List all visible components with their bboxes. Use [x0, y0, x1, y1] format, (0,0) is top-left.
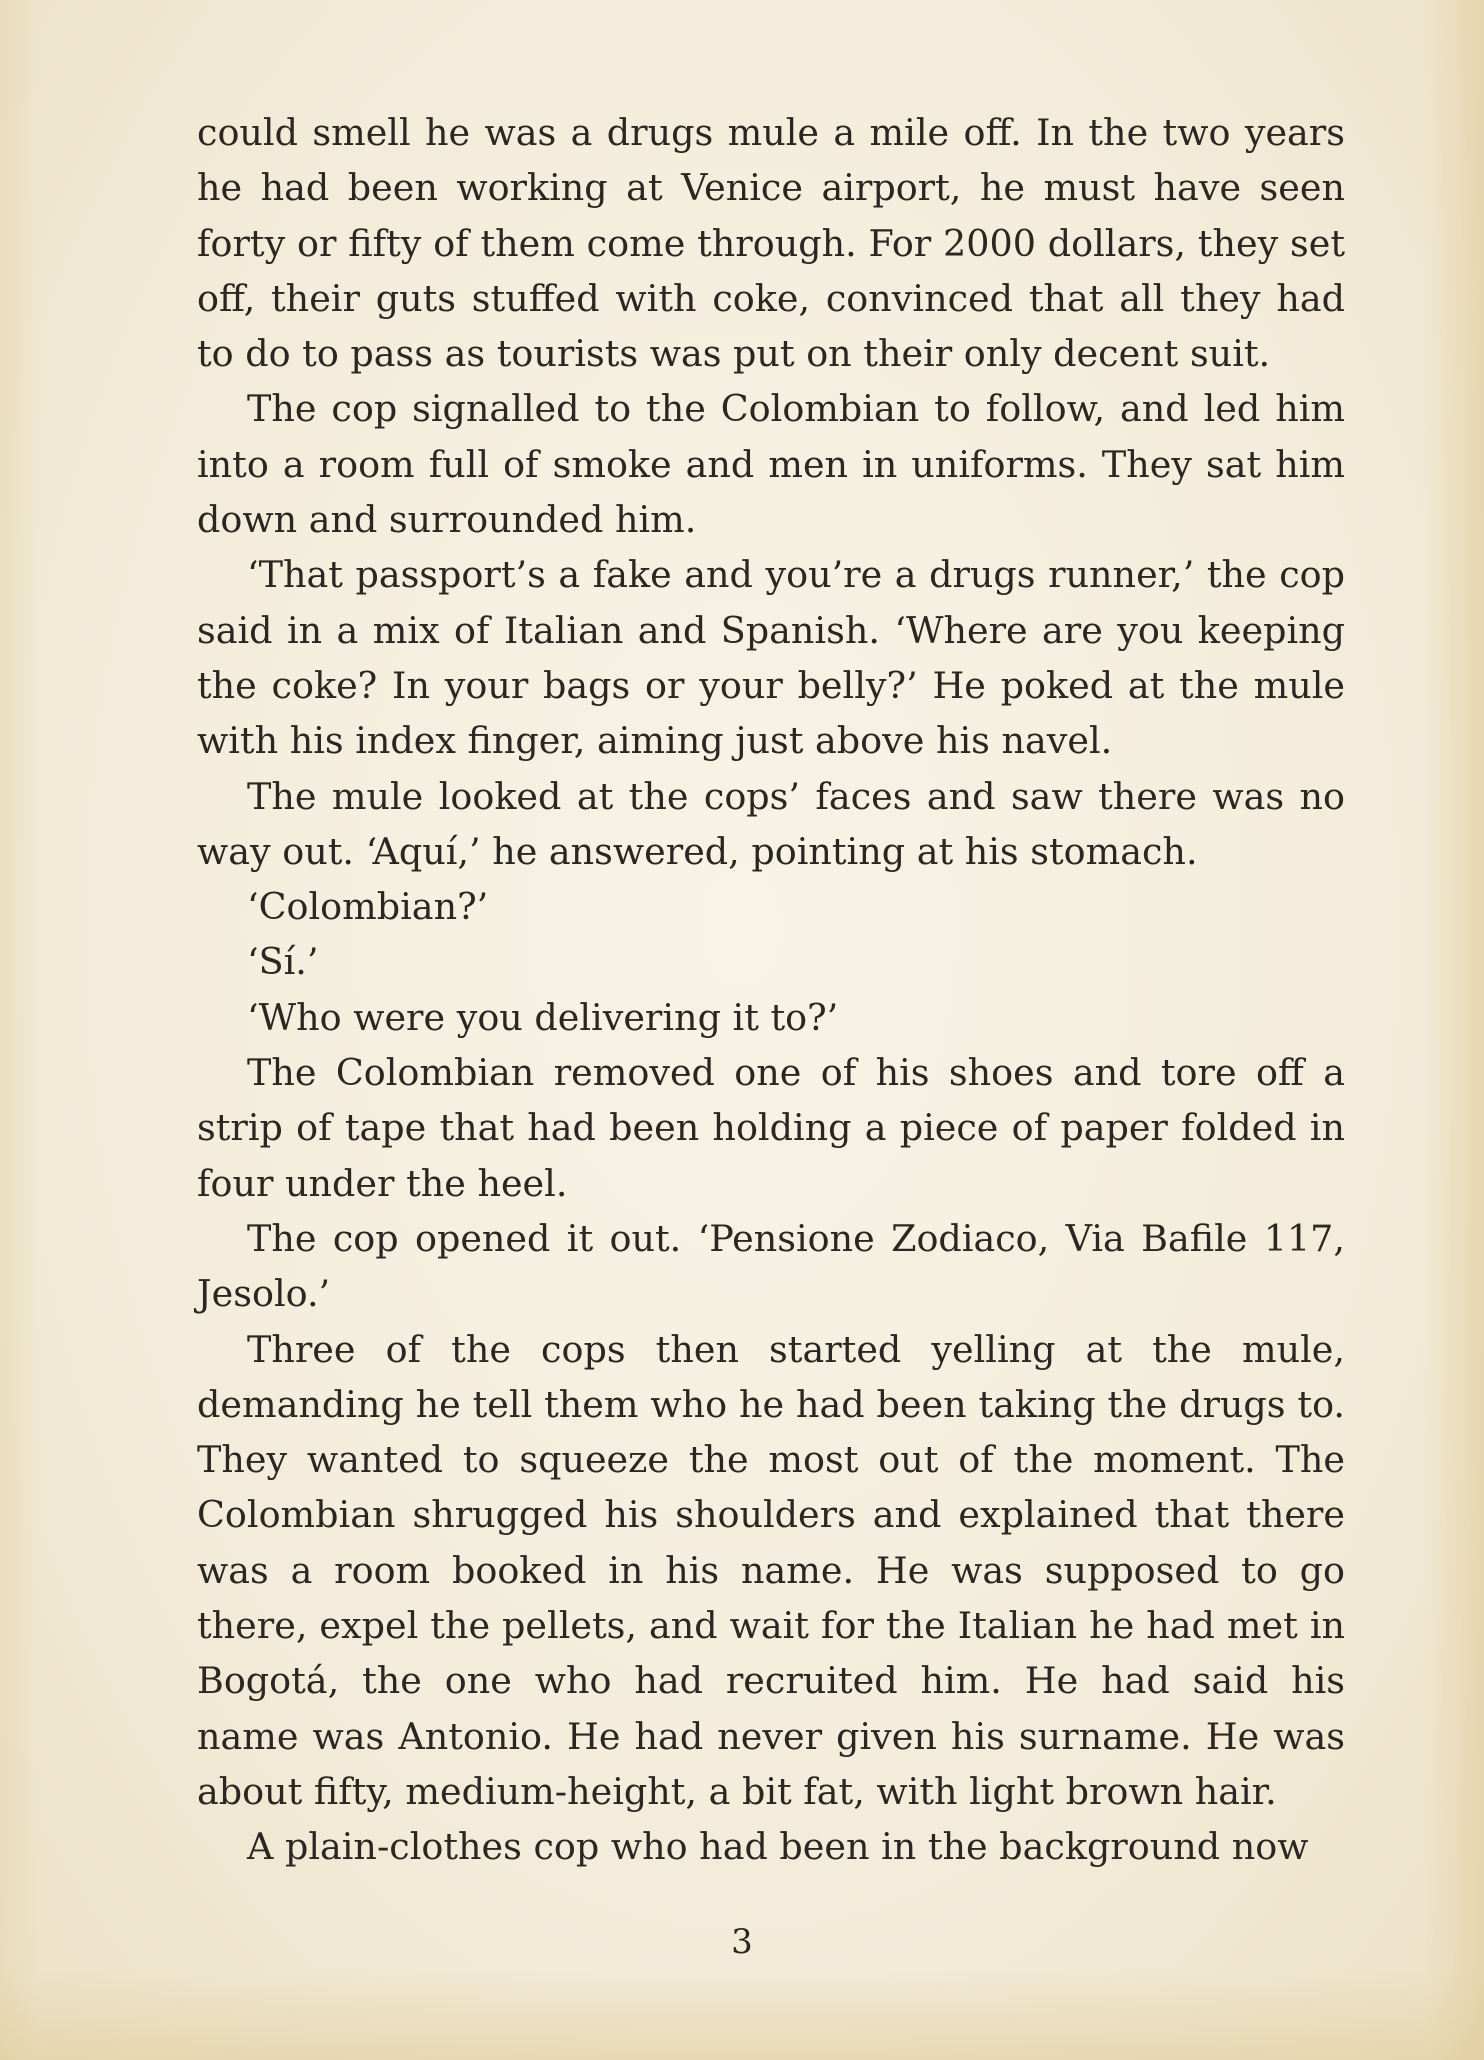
paragraph: could smell he was a drugs mule a mile off. In the two years he had been working at Venice airport, he must have seen forty or fifty of them come through. For 2000 dollars, they set off, their guts stuffed with coke, convinced that all they had to do to pass as tourists was put on their only decent suit. [197, 111, 1345, 376]
page-number: 3 [731, 1922, 753, 1962]
paragraph: The Colombian removed one of his shoes and tore off a strip of tape that had been holding a piece of paper folded in four under the heel. [197, 1051, 1345, 1205]
page-edge-shadow-right [1424, 0, 1484, 2060]
paragraph: The cop signalled to the Colombian to follow, and led him into a room full of smoke and men in uniforms. They sat him down and surrounded him. [197, 387, 1345, 542]
paragraph: ‘That passport’s a fake and you’re a drugs runner,’ the cop said in a mix of Italian and Spanish. ‘Where are you keeping the coke? In your bags or your belly?’ He poked at the mule with his index finger, aiming just above his navel. [197, 553, 1345, 763]
paragraph: The mule looked at the cops’ faces and saw there was no way out. ‘Aquí,’ he answered, pointing at his stomach. [197, 774, 1345, 873]
paragraph: ‘Who were you delivering it to?’ [247, 995, 839, 1039]
page-edge-shadow-bottom [0, 1970, 1484, 2060]
paragraph: Three of the cops then started yelling at the mule, demanding he tell them who he had been taking the drugs to. They wanted to squeeze the most out of the moment. The Colombian shrugged his shoulders and explained that there was a room booked in his name. He was supposed to go there, expel the pellets, and wait for the Italian he had met in Bogotá, the one who had recruited him. He had said his name was Antonio. He had never given his surname. He was about fifty, medium-height, a bit fat, with light brown hair. [197, 1327, 1345, 1813]
paragraph: The cop opened it out. ‘Pensione Zodiaco, Via Bafile 117, Jesolo.’ [197, 1216, 1345, 1316]
body-text [197, 105, 1345, 1875]
page-edge-shadow-left [0, 0, 40, 2060]
paragraph: A plain-clothes cop who had been in the background now [247, 1825, 1309, 1869]
paragraph: ‘Colombian?’ [247, 885, 489, 929]
paragraph: ‘Sí.’ [247, 940, 319, 984]
